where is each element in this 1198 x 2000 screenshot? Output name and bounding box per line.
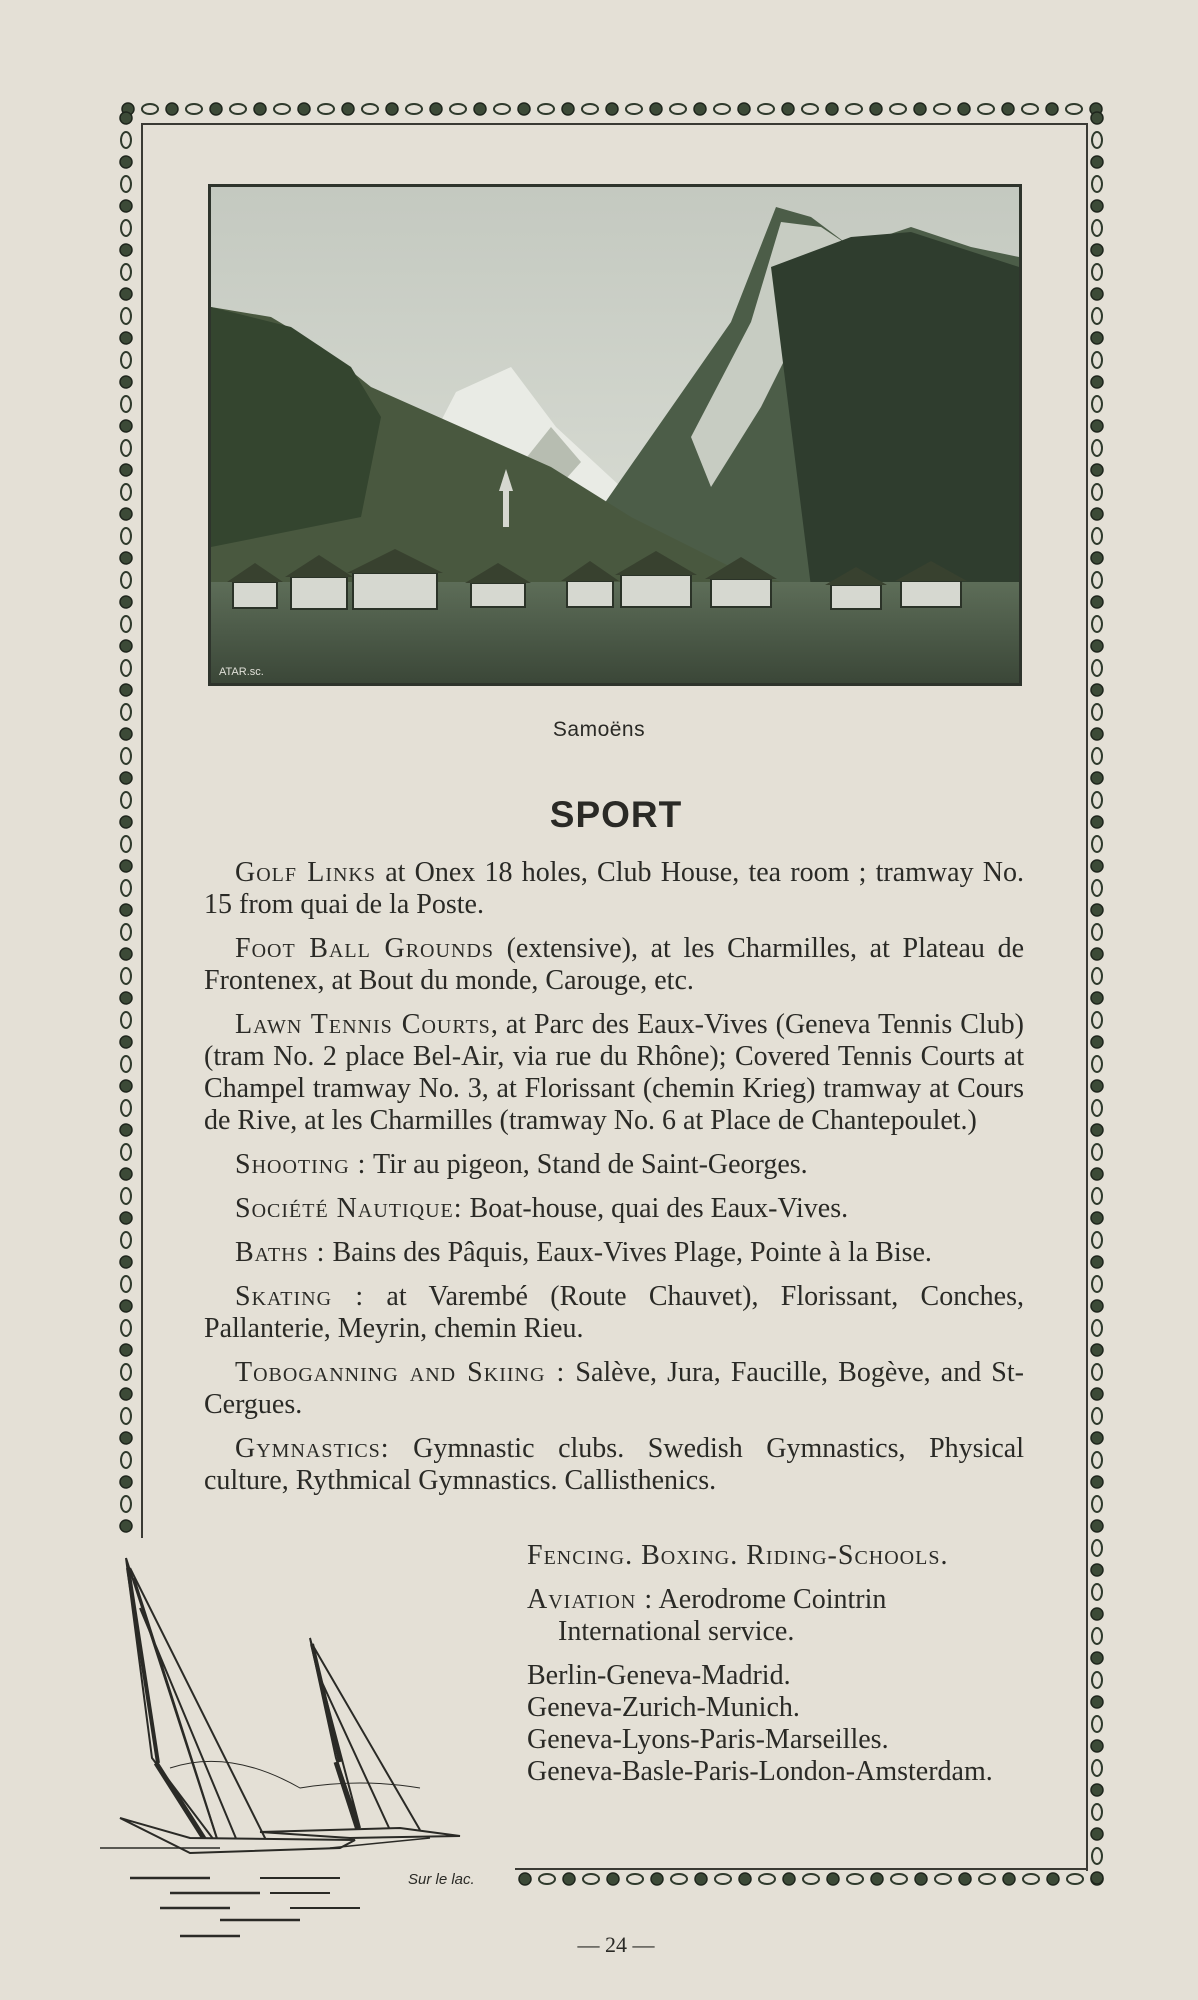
- page-heading: SPORT: [549, 794, 683, 835]
- ornamental-border-top: [118, 98, 1110, 120]
- entry-label: Skating :: [235, 1281, 365, 1312]
- entry-text: Bains des Pâquis, Eaux-Vives Plage, Pointe à la Bise.: [325, 1237, 932, 1268]
- samoens-photograph: [208, 184, 1022, 686]
- route-item: Berlin-Geneva-Madrid.: [527, 1660, 791, 1691]
- ornamental-border-right: [1086, 108, 1108, 1884]
- entry-text: Salève, Jura, Faucille, Bogève, and St-Cergues.: [204, 1357, 1024, 1420]
- entry-label: Foot Ball Grounds: [235, 933, 494, 964]
- entry-label: Golf Links: [235, 857, 376, 888]
- photo-caption: Samoëns: [552, 718, 646, 741]
- entry-text: Aerodrome Cointrin International service.: [558, 1584, 887, 1647]
- entry-nautique: [204, 1193, 1024, 1225]
- aviation-column: [527, 1540, 1029, 1800]
- entry-skating: [204, 1281, 1024, 1345]
- aviation-routes: [527, 1660, 1029, 1788]
- entry-text: Boat-house, quai des Eaux-Vives.: [462, 1193, 849, 1224]
- inner-rule-right: [1086, 123, 1088, 1871]
- entry-text: at Onex 18 holes, Club House, tea room ; tramway No. 15 from quai de la Poste.: [204, 857, 1025, 920]
- entry-text: at Varembé (Route Chauvet), Florissant, Conches, Pallanterie, Meyrin, chemin Rieu.: [204, 1281, 1024, 1344]
- fencing-line: Fencing. Boxing. Riding-Schools.: [527, 1540, 949, 1571]
- ornamental-border-bottom: [515, 1868, 1110, 1890]
- entry-shooting: [204, 1149, 1024, 1181]
- entry-label: Gymnastics:: [235, 1433, 390, 1464]
- entry-label: Baths :: [235, 1237, 326, 1268]
- sailboats-illustration: [100, 1548, 510, 1948]
- engraver-mark: ATAR.sc.: [219, 666, 264, 678]
- entry-label: Toboganning and Skiing :: [235, 1357, 566, 1388]
- entry-label: Shooting :: [235, 1149, 367, 1180]
- entry-label: Société Nautique:: [235, 1193, 463, 1224]
- entry-text: , at Parc des Eaux-Vives (Geneva Tennis Club) (tram No. 2 place Bel-Air, via rue du Rhône); Covered Tennis Courts at Champel tramway No. 3, at Florissant (chemin Krieg) tramway at Cours de Rive, at les Charmilles (tramway No. 6 at Place de Chantepoulet.): [204, 1009, 1024, 1136]
- route-item: Geneva-Lyons-Paris-Marseilles.: [527, 1724, 889, 1755]
- sketch-caption: Sur le lac.: [408, 1871, 475, 1888]
- entry-toboganning: [204, 1357, 1024, 1421]
- entry-gymnastics: [204, 1433, 1024, 1497]
- entry-text: Tir au pigeon, Stand de Saint-Georges.: [366, 1149, 808, 1180]
- sport-entries: [204, 857, 1024, 1509]
- entry-baths: [204, 1237, 1024, 1269]
- entry-tennis: [204, 1009, 1024, 1137]
- inner-rule-bottom: [515, 1868, 1087, 1870]
- entry-golf: [204, 857, 1024, 921]
- route-item: Geneva-Basle-Paris-London-Amsterdam.: [527, 1756, 993, 1787]
- entry-label: Aviation :: [527, 1584, 654, 1615]
- entry-text: (extensive), at les Charmilles, at Plateau de Frontenex, at Bout du monde, Carouge, etc.: [204, 933, 1024, 996]
- entry-football: [204, 933, 1024, 997]
- route-item: Geneva-Zurich-Munich.: [527, 1692, 800, 1723]
- entry-label: Lawn Tennis Courts: [235, 1009, 491, 1040]
- entry-text: Gymnastic clubs. Swedish Gymnastics, Physical culture, Rythmical Gymnastics. Callisthenics.: [204, 1433, 1024, 1496]
- page-number: — 24 —: [577, 1932, 655, 1957]
- inner-rule-top: [141, 123, 1088, 125]
- entry-aviation: [527, 1584, 1029, 1648]
